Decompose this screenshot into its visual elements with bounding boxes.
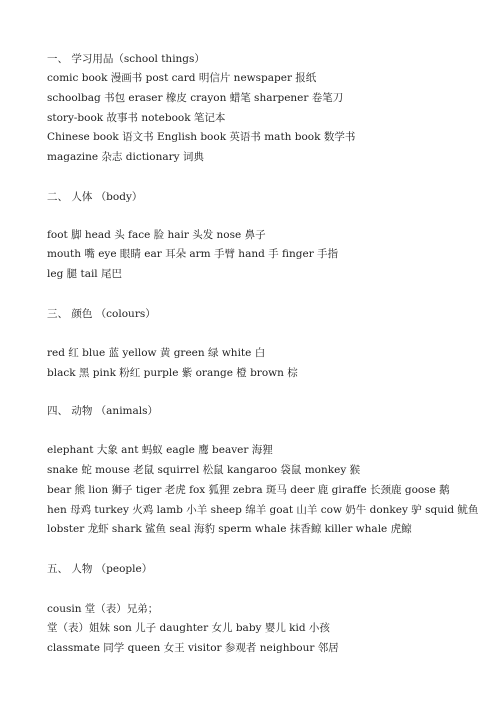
vocab-line: foot 脚 head 头 face 脸 hair 头发 nose 鼻子 [47, 229, 266, 241]
vocab-line: leg 腿 tail 尾巴 [47, 268, 123, 280]
vocab-line: elephant 大象 ant 蚂蚁 eagle 鹰 beaver 海狸 [47, 444, 273, 456]
vocab-line: lobster 龙虾 shark 鲨鱼 seal 海豹 sperm whale 抹香鲸 killer whale 虎鲸 [47, 523, 412, 535]
vocab-line: cousin 堂（表）兄弟； [47, 603, 159, 615]
vocab-line: schoolbag 书包 eraser 橡皮 crayon 蜡笔 sharpener 卷笔刀 [47, 92, 344, 104]
vocab-line: Chinese book 语文书 English book 英语书 math book 数学书 [47, 131, 356, 143]
vocab-line: mouth 嘴 eye 眼睛 ear 耳朵 arm 手臂 hand 手 finger 手指 [47, 248, 339, 260]
vocab-line: snake 蛇 mouse 老鼠 squirrel 松鼠 kangaroo 袋鼠 monkey 猴 [47, 464, 361, 476]
vocab-line: story-book 故事书 notebook 笔记本 [47, 112, 226, 124]
section-heading-body: 二、 人体 （body） [47, 191, 143, 203]
section-heading-school-things: 一、 学习用品（school things） [47, 53, 205, 65]
section-heading-animals: 四、 动物 （animals） [47, 405, 159, 417]
vocab-line: black 黑 pink 粉红 purple 紫 orange 橙 brown 棕 [47, 367, 298, 379]
section-heading-people: 五、 人物 （people） [47, 563, 153, 575]
vocab-line: red 红 blue 蓝 yellow 黄 green 绿 white 白 [47, 347, 266, 359]
section-heading-colours: 三、 颜色 （colours） [47, 308, 156, 320]
vocab-line: bear 熊 lion 狮子 tiger 老虎 fox 狐狸 zebra 斑马 deer 鹿 giraffe 长颈鹿 goose 鹅 [47, 484, 450, 496]
vocab-line: classmate 同学 queen 女王 visitor 参观者 neighbour 邻居 [47, 642, 339, 654]
vocab-line: magazine 杂志 dictionary 词典 [47, 151, 204, 163]
vocab-line: hen 母鸡 turkey 火鸡 lamb 小羊 sheep 绵羊 goat 山羊 cow 奶牛 donkey 驴 squid 鱿鱼 [47, 504, 479, 516]
vocab-line: 堂（表）姐妹 son 儿子 daughter 女儿 baby 婴儿 kid 小孩 [47, 622, 330, 634]
vocab-line: comic book 漫画书 post card 明信片 newspaper 报纸 [47, 72, 317, 84]
